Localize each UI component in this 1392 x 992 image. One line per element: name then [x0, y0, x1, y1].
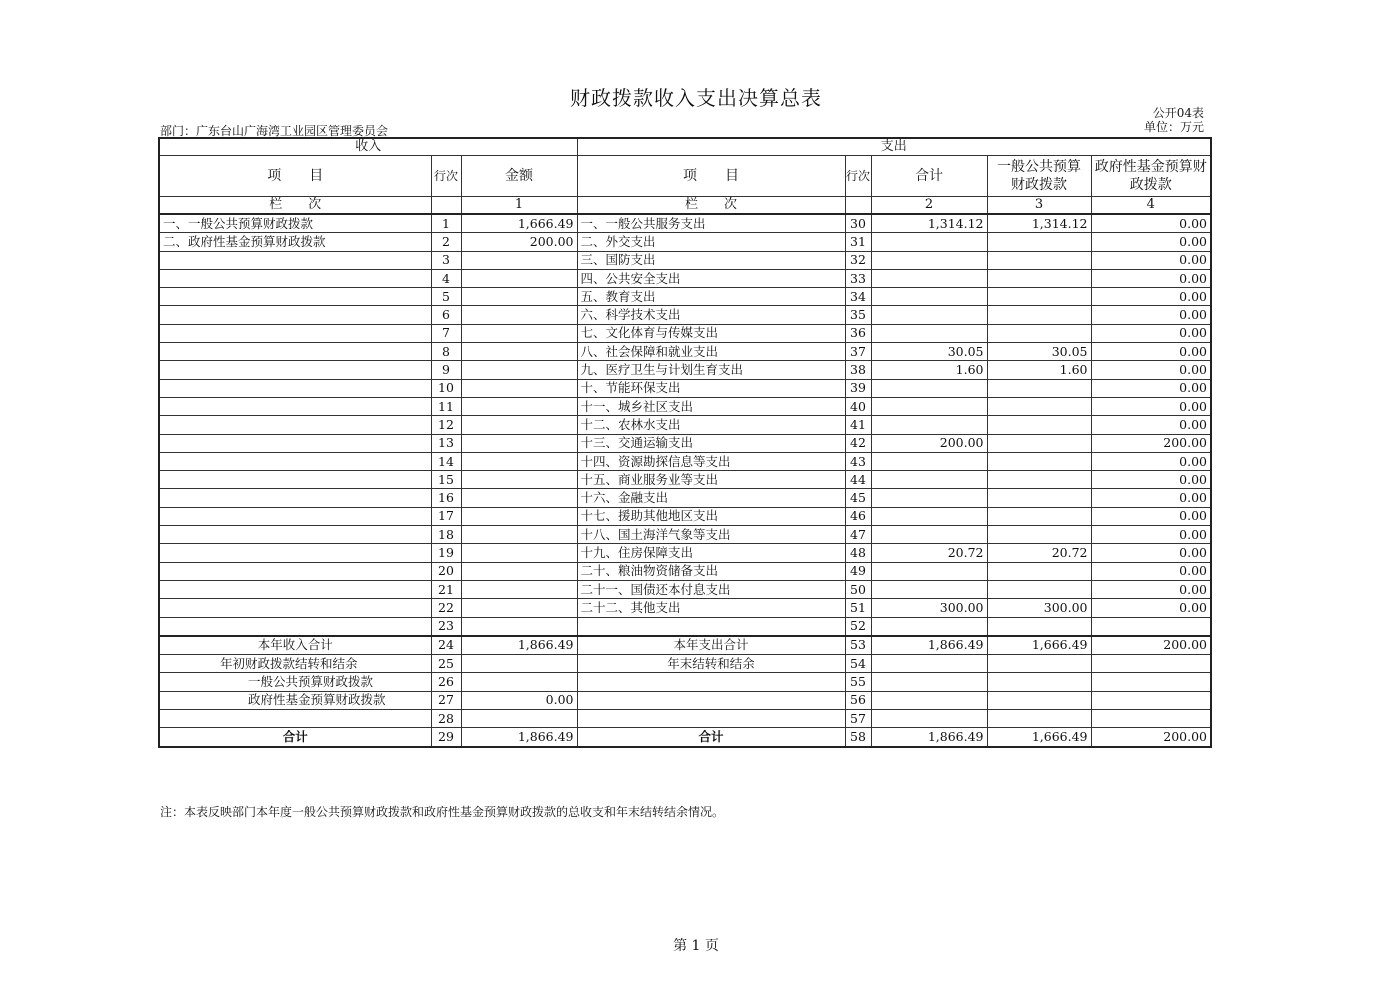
table-row [159, 343, 1211, 361]
expense-total-label: 本年支出合计 [577, 636, 845, 655]
income-item [159, 324, 431, 342]
income-line-number: 13 [431, 434, 461, 452]
expense-item: 二十二、其他支出 [577, 599, 845, 617]
table-row [159, 489, 1211, 507]
expense-fund: 0.00 [1091, 397, 1211, 415]
income-line-number: 23 [431, 617, 461, 636]
income-amount [461, 288, 577, 306]
income-amount [461, 526, 577, 544]
table-row [159, 617, 1211, 636]
income-amount: 200.00 [461, 233, 577, 251]
table-row [159, 397, 1211, 415]
income-item [159, 434, 431, 452]
expense-item: 八、社会保障和就业支出 [577, 343, 845, 361]
annual-total-row [159, 636, 1211, 655]
income-item [159, 379, 431, 397]
expense-total [871, 416, 987, 434]
col-3-label: 3 [987, 197, 1091, 215]
income-item [159, 526, 431, 544]
expense-line-number: 33 [845, 269, 871, 287]
fund-budget-header: 政府性基金预算财政拨款 [1091, 156, 1211, 197]
income-section-header: 收入 [159, 138, 577, 156]
expense-fund: 0.00 [1091, 452, 1211, 470]
expense-line-number: 45 [845, 489, 871, 507]
expense-total [871, 379, 987, 397]
expense-general [987, 471, 1091, 489]
income-item [159, 306, 431, 324]
expense-line-number: 50 [845, 580, 871, 598]
grand-income-value: 1,866.49 [461, 728, 577, 747]
income-item [159, 544, 431, 562]
table-row [159, 214, 1211, 233]
expense-item: 二十、粮油物资储备支出 [577, 562, 845, 580]
expense-line-number: 46 [845, 507, 871, 525]
expense-line-number: 41 [845, 416, 871, 434]
table-row [159, 599, 1211, 617]
table-row [159, 306, 1211, 324]
expense-line-number: 35 [845, 306, 871, 324]
expense-fund: 0.00 [1091, 507, 1211, 525]
income-line-number: 9 [431, 361, 461, 379]
income-item [159, 507, 431, 525]
income-amount [461, 251, 577, 269]
line-number: 28 [431, 710, 461, 728]
income-amount [461, 306, 577, 324]
income-item [159, 452, 431, 470]
expense-general [987, 507, 1091, 525]
expense-fund: 0.00 [1091, 544, 1211, 562]
expense-general [987, 233, 1091, 251]
column-label: 栏 次 [159, 197, 431, 215]
income-item [159, 599, 431, 617]
expense-line-number: 44 [845, 471, 871, 489]
expense-total [871, 526, 987, 544]
expense-line-number: 37 [845, 343, 871, 361]
income-amount [461, 269, 577, 287]
income-amount [461, 544, 577, 562]
expense-item: 十一、城乡社区支出 [577, 397, 845, 415]
income-line-number: 20 [431, 562, 461, 580]
income-amount [461, 562, 577, 580]
income-line-number: 10 [431, 379, 461, 397]
income-item [159, 343, 431, 361]
line-number: 29 [431, 728, 461, 747]
total-header: 合计 [871, 156, 987, 197]
expense-general: 1.60 [987, 361, 1091, 379]
line-number: 24 [431, 636, 461, 655]
income-total-value: 1,866.49 [461, 636, 577, 655]
expense-general [987, 580, 1091, 598]
general-budget-header: 一般公共预算财政拨款 [987, 156, 1091, 197]
income-line-number: 7 [431, 324, 461, 342]
income-item [159, 471, 431, 489]
expense-fund: 0.00 [1091, 251, 1211, 269]
income-amount [461, 489, 577, 507]
line-number: 58 [845, 728, 871, 747]
line-number: 56 [845, 691, 871, 709]
fund-carry-label: 政府性基金预算财政拨款 [159, 691, 431, 709]
income-amount [461, 434, 577, 452]
income-total-label: 本年收入合计 [159, 636, 431, 655]
table-row [159, 361, 1211, 379]
expense-fund: 0.00 [1091, 288, 1211, 306]
expense-total: 30.05 [871, 343, 987, 361]
expense-item: 六、科学技术支出 [577, 306, 845, 324]
expense-item [577, 617, 845, 636]
expense-fund: 0.00 [1091, 580, 1211, 598]
page-number: 第 1 页 [673, 938, 719, 954]
table-row [159, 233, 1211, 251]
report-title: 财政拨款收入支出决算总表 [570, 86, 822, 110]
line-number: 26 [431, 673, 461, 691]
section-header-row [159, 138, 1211, 156]
column-header-row [159, 156, 1211, 197]
expense-total [871, 617, 987, 636]
expense-line-number: 31 [845, 233, 871, 251]
table-row [159, 544, 1211, 562]
expense-general [987, 324, 1091, 342]
budget-table [158, 137, 1212, 748]
expense-item: 十八、国土海洋气象等支出 [577, 526, 845, 544]
income-amount: 1,666.49 [461, 214, 577, 233]
general-carry-row [159, 673, 1211, 691]
expense-general [987, 416, 1091, 434]
expense-item: 九、医疗卫生与计划生育支出 [577, 361, 845, 379]
income-item: 二、政府性基金预算财政拨款 [159, 233, 431, 251]
income-line-number: 11 [431, 397, 461, 415]
carry-out-label: 年末结转和结余 [577, 655, 845, 673]
income-item-header: 项 目 [159, 156, 431, 197]
income-amount [461, 324, 577, 342]
expense-total: 1.60 [871, 361, 987, 379]
income-line-number: 19 [431, 544, 461, 562]
expense-item: 七、文化体育与传媒支出 [577, 324, 845, 342]
income-line-number: 22 [431, 599, 461, 617]
expense-total [871, 251, 987, 269]
income-item [159, 251, 431, 269]
income-line-number: 21 [431, 580, 461, 598]
expense-total [871, 397, 987, 415]
expense-fund: 0.00 [1091, 471, 1211, 489]
income-item [159, 580, 431, 598]
expense-total [871, 471, 987, 489]
income-line-number: 8 [431, 343, 461, 361]
line-number: 53 [845, 636, 871, 655]
expense-fund: 0.00 [1091, 343, 1211, 361]
table-row [159, 562, 1211, 580]
expense-item: 四、公共安全支出 [577, 269, 845, 287]
income-line-number: 6 [431, 306, 461, 324]
expense-item: 十七、援助其他地区支出 [577, 507, 845, 525]
table-row [159, 434, 1211, 452]
expense-general: 300.00 [987, 599, 1091, 617]
expense-general [987, 526, 1091, 544]
expense-line-number: 47 [845, 526, 871, 544]
expense-general: 20.72 [987, 544, 1091, 562]
income-amount [461, 471, 577, 489]
income-item [159, 489, 431, 507]
expense-item: 二十一、国债还本付息支出 [577, 580, 845, 598]
income-line-number: 15 [431, 471, 461, 489]
table-row [159, 251, 1211, 269]
expense-general [987, 306, 1091, 324]
expense-total [871, 269, 987, 287]
table-row [159, 324, 1211, 342]
expense-line-number: 32 [845, 251, 871, 269]
expense-fund: 0.00 [1091, 361, 1211, 379]
income-line-number: 5 [431, 288, 461, 306]
fund-carry-value: 0.00 [461, 691, 577, 709]
expense-item: 十九、住房保障支出 [577, 544, 845, 562]
income-amount [461, 599, 577, 617]
expense-total [871, 324, 987, 342]
grand-fund-value: 200.00 [1091, 728, 1211, 747]
income-item [159, 269, 431, 287]
table-row [159, 580, 1211, 598]
expense-line-number: 38 [845, 361, 871, 379]
income-line-number: 1 [431, 214, 461, 233]
expense-total [871, 233, 987, 251]
expense-total-general: 1,666.49 [987, 636, 1091, 655]
income-line-number: 4 [431, 269, 461, 287]
expense-item: 十三、交通运输支出 [577, 434, 845, 452]
expense-total [871, 306, 987, 324]
grand-total-value: 1,866.49 [871, 728, 987, 747]
grand-general-value: 1,666.49 [987, 728, 1091, 747]
table-row [159, 471, 1211, 489]
expense-total: 1,314.12 [871, 214, 987, 233]
expense-line-number: 51 [845, 599, 871, 617]
income-line-number: 12 [431, 416, 461, 434]
expense-fund: 0.00 [1091, 233, 1211, 251]
income-line-number: 3 [431, 251, 461, 269]
expense-total-fund: 200.00 [1091, 636, 1211, 655]
expense-fund: 0.00 [1091, 306, 1211, 324]
income-item: 一、一般公共预算财政拨款 [159, 214, 431, 233]
expense-total: 200.00 [871, 434, 987, 452]
expense-fund: 0.00 [1091, 489, 1211, 507]
income-amount [461, 361, 577, 379]
expense-item: 十二、农林水支出 [577, 416, 845, 434]
expense-general [987, 489, 1091, 507]
income-amount [461, 580, 577, 598]
department-label: 部门：广东台山广海湾工业园区管理委员会 [160, 124, 389, 138]
column-label-expense: 栏 次 [577, 197, 845, 215]
expense-line-number: 43 [845, 452, 871, 470]
income-amount [461, 416, 577, 434]
expense-line-number: 39 [845, 379, 871, 397]
expense-fund: 0.00 [1091, 214, 1211, 233]
expense-line-number: 52 [845, 617, 871, 636]
income-item [159, 397, 431, 415]
expense-general [987, 562, 1091, 580]
table-row [159, 416, 1211, 434]
expense-line-header: 行次 [845, 156, 871, 197]
form-number: 公开04表 [1152, 106, 1204, 120]
expense-total: 300.00 [871, 599, 987, 617]
expense-fund: 0.00 [1091, 599, 1211, 617]
income-line-number: 17 [431, 507, 461, 525]
expense-general [987, 434, 1091, 452]
line-number: 27 [431, 691, 461, 709]
expense-general: 1,314.12 [987, 214, 1091, 233]
blank-row [159, 710, 1211, 728]
expense-line-number: 30 [845, 214, 871, 233]
expense-total [871, 452, 987, 470]
table-row [159, 452, 1211, 470]
income-item [159, 562, 431, 580]
expense-general [987, 269, 1091, 287]
col-1-label: 1 [461, 197, 577, 215]
income-amount [461, 379, 577, 397]
col-2-label: 2 [871, 197, 987, 215]
expense-line-number: 34 [845, 288, 871, 306]
carry-in-label: 年初财政拨款结转和结余 [159, 655, 431, 673]
expense-total: 20.72 [871, 544, 987, 562]
expense-fund: 200.00 [1091, 434, 1211, 452]
income-amount [461, 617, 577, 636]
expense-fund: 0.00 [1091, 379, 1211, 397]
table-row [159, 379, 1211, 397]
expense-general [987, 617, 1091, 636]
expense-item: 五、教育支出 [577, 288, 845, 306]
expense-line-number: 48 [845, 544, 871, 562]
expense-item: 三、国防支出 [577, 251, 845, 269]
income-item [159, 416, 431, 434]
income-item [159, 288, 431, 306]
expense-line-number: 49 [845, 562, 871, 580]
expense-fund: 0.00 [1091, 562, 1211, 580]
expense-item: 十、节能环保支出 [577, 379, 845, 397]
income-item [159, 361, 431, 379]
expense-fund: 0.00 [1091, 269, 1211, 287]
income-line-header: 行次 [431, 156, 461, 197]
income-amount [461, 452, 577, 470]
table-row [159, 526, 1211, 544]
fund-carry-row [159, 691, 1211, 709]
expense-general [987, 452, 1091, 470]
income-line-number: 18 [431, 526, 461, 544]
income-line-number: 14 [431, 452, 461, 470]
line-number: 55 [845, 673, 871, 691]
line-number: 54 [845, 655, 871, 673]
income-item [159, 617, 431, 636]
column-number-row [159, 197, 1211, 215]
income-amount-header: 金额 [461, 156, 577, 197]
expense-line-number: 40 [845, 397, 871, 415]
line-number: 25 [431, 655, 461, 673]
expense-total [871, 288, 987, 306]
table-row [159, 269, 1211, 287]
expense-fund: 0.00 [1091, 526, 1211, 544]
expense-item: 十六、金融支出 [577, 489, 845, 507]
general-carry-label: 一般公共预算财政拨款 [159, 673, 431, 691]
grand-total-label: 合计 [159, 728, 431, 747]
col-4-label: 4 [1091, 197, 1211, 215]
expense-item: 二、外交支出 [577, 233, 845, 251]
table-row [159, 507, 1211, 525]
income-amount [461, 397, 577, 415]
expense-item: 十五、商业服务业等支出 [577, 471, 845, 489]
expense-item: 一、一般公共服务支出 [577, 214, 845, 233]
income-amount [461, 507, 577, 525]
expense-general [987, 288, 1091, 306]
grand-expense-label: 合计 [577, 728, 845, 747]
expense-total [871, 489, 987, 507]
expense-section-header: 支出 [577, 138, 1211, 156]
expense-fund: 0.00 [1091, 416, 1211, 434]
expense-item: 十四、资源勘探信息等支出 [577, 452, 845, 470]
expense-general [987, 397, 1091, 415]
income-line-number: 2 [431, 233, 461, 251]
grand-total-row [159, 728, 1211, 747]
income-line-number: 16 [431, 489, 461, 507]
footnote: 注：本表反映部门本年度一般公共预算财政拨款和政府性基金预算财政拨款的总收支和年末结转结余情况。 [160, 805, 725, 819]
expense-general [987, 251, 1091, 269]
unit-label: 单位：万元 [1143, 120, 1204, 134]
income-amount [461, 343, 577, 361]
line-number: 57 [845, 710, 871, 728]
expense-total [871, 562, 987, 580]
expense-total [871, 507, 987, 525]
expense-total [871, 580, 987, 598]
carry-over-row [159, 655, 1211, 673]
expense-fund: 0.00 [1091, 324, 1211, 342]
table-row [159, 288, 1211, 306]
expense-line-number: 36 [845, 324, 871, 342]
expense-fund [1091, 617, 1211, 636]
expense-general: 30.05 [987, 343, 1091, 361]
expense-total-value: 1,866.49 [871, 636, 987, 655]
expense-general [987, 379, 1091, 397]
expense-line-number: 42 [845, 434, 871, 452]
expense-item-header: 项 目 [577, 156, 845, 197]
